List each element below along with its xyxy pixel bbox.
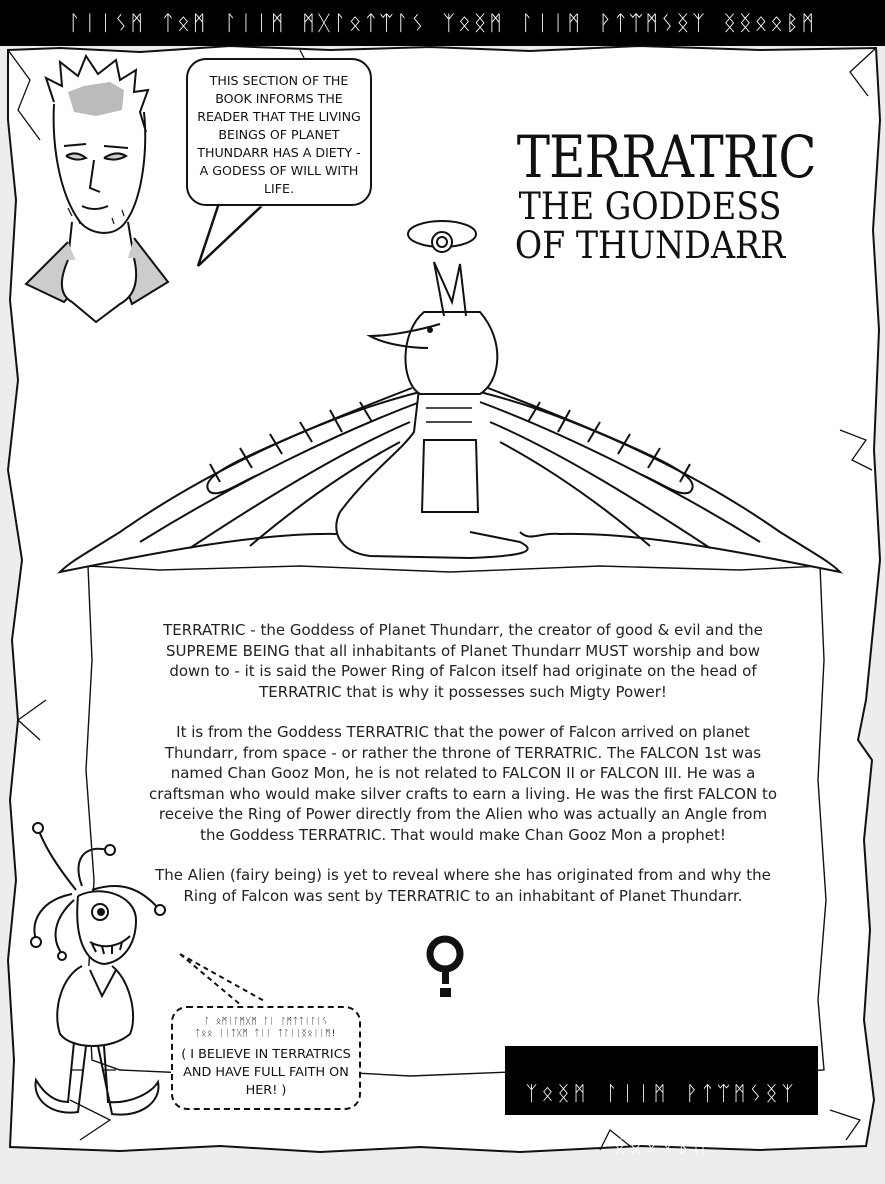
speech-jester-tail (176, 950, 276, 1012)
speech-top-text: THIS SECTION OF THE BOOK INFORMS THE READER THAT THE LIVING BEINGS OF PLANET THUNDARR HAS A DIETY - A GODESS OF WILL WITH LIFE. (197, 73, 361, 196)
ring-symbol-icon (424, 934, 466, 1000)
jester-alien-line-2: ᛏᛟᛟ ᛁᛁᛏᚷᛗ ᛏᛁᛁ ᛏᛚᛁᛁᛝᛟᛁᛁᛗ! (195, 1029, 337, 1039)
jester-speech-text: ( I BELIEVE IN TERRATRICS AND HAVE FULL FAITH ON HER! ) (181, 1047, 351, 1098)
speech-bubble-narrator (186, 58, 372, 206)
body-paragraph-1: TERRATRIC - the Goddess of Planet Thundarr, the creator of good & evil and the SUPREME BEING that all inhabitants of Planet Thundarr MUST worship and bow down to - it is said the Power Ring of Falcon itself had originate on the head of TERRATRIC that is why it possesses such Migty Power! (163, 621, 763, 701)
main-body-text (148, 620, 778, 926)
top-banner-text: ᛚᛁᛁᛊᛗ ᛏᛟᛗ ᛚᛁᛁᛗ ᛗᚷᛚᛟᛏᛠᛚᛊ ᛉᛟᛝᛗ ᛚᛁᛁᛗ ᚹᛏᛠᛗᛊᛝᛉ ᛝᛝᛟᛟᛒᛗ (67, 11, 818, 35)
goddess-illustration (40, 212, 860, 582)
body-paragraph-2: It is from the Goddess TERRATRIC that the power of Falcon arrived on planet Thundarr, from space - or rather the throne of TERRATRIC. The FALCON 1st was named Chan Gooz Mon, he is not related to FALCON II or FALCON III. He was a craftsman who would make silver crafts to earn a living. He was the first FALCON to receive the Ring of Power directly from the Alien who was actually an Angle from the Goddess TERRATRIC. That would make Chan Gooz Mon a prophet! (148, 723, 778, 844)
bottom-alien-script-banner (505, 1046, 818, 1157)
bottom-banner-line-2: ᛝᛝᛟᛟᛒᛗ (613, 1133, 710, 1157)
title-main: TERRATRIC (516, 123, 816, 191)
speech-bubble-jester (171, 1006, 361, 1110)
bottom-banner-line-1: ᛉᛟᛝᛗ ᛚᛁᛁᛗ ᚹᛏᛠᛗᛊᛝᛉ (525, 1081, 798, 1105)
body-paragraph-3: The Alien (fairy being) is yet to reveal where she has originated from and why the Ring of Falcon was sent by TERRATRIC to an inhabitant of Planet Thundarr. (155, 866, 771, 905)
title-subtitle-line1: THE GODDESS (518, 185, 782, 228)
jester-character (12, 820, 182, 1130)
jester-alien-line-1: ᛚ ᛟᛗᛁᛚᛗᚷᛗ ᛚᛁ ᛚᛗᛏᛏᛁᛚᛁᛊ (204, 1017, 328, 1027)
top-alien-script-banner (0, 0, 885, 46)
title-subtitle-line2: OF THUNDARR (514, 224, 786, 267)
